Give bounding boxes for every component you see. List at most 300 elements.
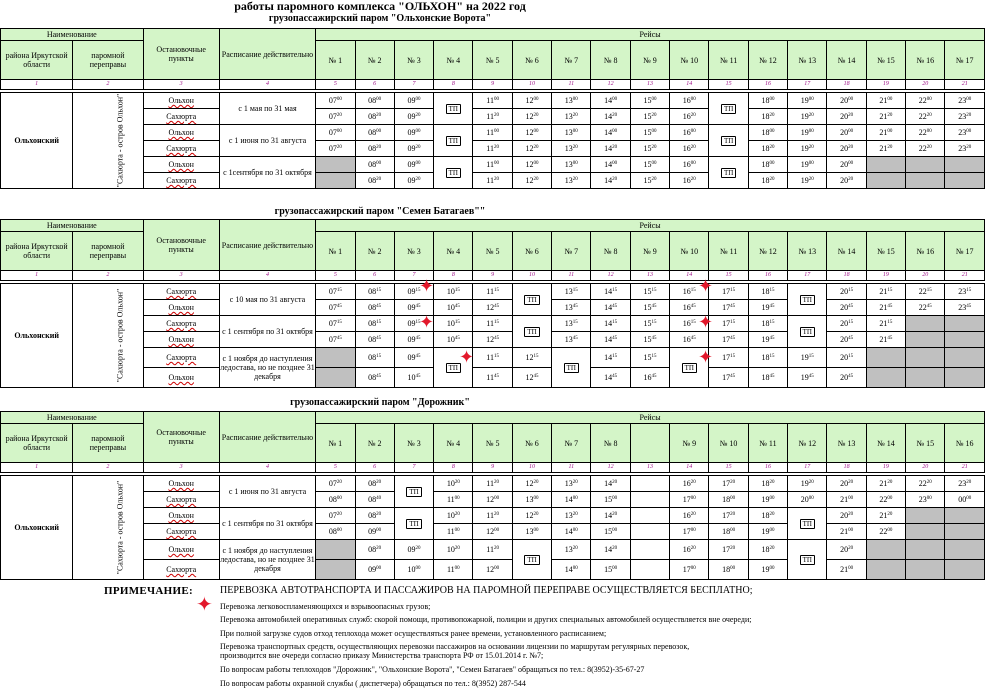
period-label: с 1 июня по 31 августа [219,125,315,157]
schedule-cell [591,141,630,157]
column-number: 9 [473,80,512,90]
schedule-cell [512,492,551,508]
schedule-cell [906,348,945,368]
schedule-cell [316,284,355,300]
departure-time: $08^{45}$ [368,303,382,312]
departure-time: $19^{20}$ [800,144,814,153]
schedule-cell [473,508,512,524]
schedule-cell [591,560,630,580]
note-line: производится вне очереди согласно приказу Министерства транспорта РФ от 15.01.2014 г. №7; [220,651,544,660]
departure-time: $14^{45}$ [604,303,618,312]
departure-time: $11^{15}$ [486,319,499,328]
trip-number: № 11 [709,41,748,80]
schedule-cell [394,332,433,348]
departure-time: $08^{00}$ [328,495,342,504]
column-number: 15 [709,80,748,90]
departure-time: $20^{45}$ [840,335,854,344]
schedule-cell [434,300,473,316]
departure-time: $07^{45}$ [328,335,342,344]
stop-label: Ольхон [168,303,194,312]
departure-time: $19^{00}$ [761,565,775,574]
schedule-cell [748,508,787,524]
schedule-cell [473,524,512,540]
trip-number: № 5 [473,232,512,271]
column-number: 3 [143,271,219,281]
schedule-cell [866,368,905,388]
schedule-cell [512,508,551,524]
schedule-cell [434,524,473,540]
schedule-cell [788,109,827,125]
schedule-cell [709,492,748,508]
schedule-cell [473,93,512,109]
schedule-cell [945,300,985,316]
column-number: 17 [788,271,827,281]
departure-time: $22^{00}$ [879,527,893,536]
stop-name [143,348,219,368]
departure-time: $16^{20}$ [682,479,696,488]
schedule-cell [394,368,433,388]
schedule-cell [591,348,630,368]
departure-time: $11^{20}$ [486,545,499,554]
schedule-cell [591,173,630,189]
departure-time: $07^{15}$ [328,287,342,296]
ferry-name: грузопассажирский паром "Семен Батагаев"" [274,206,486,217]
schedule-cell [906,141,945,157]
schedule-cell [945,508,985,524]
stop-name [143,368,219,388]
stop-name [143,524,219,540]
trip-number: № 10 [670,41,709,80]
departure-time: $21^{20}$ [879,511,893,520]
departure-time: $11^{20}$ [486,511,499,520]
schedule-cell [906,560,945,580]
stop-name [143,284,219,300]
trip-number: № 16 [945,424,985,463]
departure-time: $17^{15}$ [722,319,736,328]
stop-label: Сахюрта [166,319,197,328]
schedule-cell [473,141,512,157]
departure-time: $19^{00}$ [800,96,814,105]
column-number: 11 [552,463,591,473]
trip-number: № 13 [827,424,866,463]
schedule-cell [827,157,866,173]
schedule-cell [866,157,905,173]
schedule-cell [316,492,355,508]
departure-time: $11^{15}$ [486,353,499,362]
column-number: 18 [827,463,866,473]
departure-time: $11^{45}$ [486,373,499,382]
departure-time: $07^{20}$ [328,112,342,121]
schedule-cell [434,93,473,125]
departure-time: $18^{20}$ [761,511,775,520]
schedule-cell [591,540,630,560]
departure-time: $09^{20}$ [407,176,421,185]
schedule-cell [748,332,787,348]
departure-time: $23^{20}$ [958,112,972,121]
schedule-cell [630,348,669,368]
schedule-cell [394,109,433,125]
schedule-table [0,219,985,388]
schedule-cell [748,524,787,540]
departure-time: $08^{15}$ [368,319,382,328]
departure-time: $07^{00}$ [328,96,342,105]
departure-time: $13^{00}$ [564,128,578,137]
tp-label: ТП [721,104,736,114]
departure-time: $10^{45}$ [446,303,460,312]
schedule-cell [748,316,787,332]
schedule-cell [355,332,394,348]
trip-number: № 9 [630,41,669,80]
departure-time: $20^{45}$ [840,373,854,382]
departure-time: $21^{00}$ [879,128,893,137]
crossing-cell [73,93,143,189]
schedule-cell [827,476,866,492]
departure-time: $08^{20}$ [368,545,382,554]
header-region: района Иркутской области [1,232,73,271]
schedule-cell [316,508,355,524]
trip-number [630,424,669,463]
schedule-cell [552,93,591,109]
schedule-cell [355,93,394,109]
departure-time: $19^{45}$ [761,303,775,312]
departure-time: $09^{00}$ [407,128,421,137]
departure-time: $18^{00}$ [722,565,736,574]
schedule-cell [709,93,748,125]
schedule-cell [709,300,748,316]
schedule-cell [591,125,630,141]
tp-label: ТП [406,519,421,529]
departure-time: $21^{15}$ [879,287,893,296]
departure-time: $15^{15}$ [643,319,657,328]
departure-time: $08^{20}$ [368,144,382,153]
departure-time: $10^{20}$ [446,479,460,488]
trip-number: № 15 [866,232,905,271]
departure-time: $16^{15}$ [682,287,696,296]
column-number: 14 [670,271,709,281]
departure-time: $20^{20}$ [840,176,854,185]
departure-time: $16^{20}$ [682,112,696,121]
schedule-cell [748,476,787,492]
departure-time: $17^{45}$ [722,303,736,312]
tp-label: ТП [721,136,736,146]
departure-time: $16^{20}$ [682,144,696,153]
schedule-cell [552,141,591,157]
schedule-cell [709,125,748,157]
departure-time: $18^{15}$ [761,287,775,296]
trip-number: № 5 [473,424,512,463]
departure-time: $08^{00}$ [368,96,382,105]
trip-number: № 16 [906,41,945,80]
column-number: 2 [73,271,143,281]
trip-number: № 7 [552,41,591,80]
departure-time: $20^{15}$ [840,319,854,328]
column-number: 2 [73,80,143,90]
schedule-cell [473,560,512,580]
schedule-cell [316,368,355,388]
departure-time: $14^{00}$ [564,495,578,504]
departure-time: $23^{00}$ [918,495,932,504]
departure-time: $08^{20}$ [368,176,382,185]
trip-number: № 14 [866,424,905,463]
column-number: 4 [219,463,315,473]
schedule-cell [945,173,985,189]
stop-name [143,157,219,173]
schedule-cell [709,508,748,524]
departure-time: $10^{45}$ [446,335,460,344]
departure-time: $14^{00}$ [564,527,578,536]
departure-time: $12^{00}$ [525,96,539,105]
schedule-cell [316,93,355,109]
departure-time: $08^{15}$ [368,287,382,296]
stop-name [143,93,219,109]
schedule-cell [630,492,669,508]
column-number: 9 [473,271,512,281]
schedule-cell [473,540,512,560]
schedule-cell [630,524,669,540]
stop-name [143,141,219,157]
schedule-cell [788,316,827,348]
column-number: 1 [1,271,73,281]
departure-time: $15^{00}$ [604,527,618,536]
schedule-cell [906,492,945,508]
schedule-cell [591,284,630,300]
schedule-cell [355,508,394,524]
departure-time: $20^{20}$ [840,479,854,488]
column-number: 20 [906,80,945,90]
crossing-cell [73,284,143,388]
schedule-cell [906,173,945,189]
departure-time: $21^{20}$ [879,112,893,121]
star-icon: ✦ [698,276,714,296]
departure-time: $16^{20}$ [682,176,696,185]
departure-time: $15^{00}$ [604,565,618,574]
schedule-cell [945,476,985,492]
departure-time: $12^{00}$ [525,160,539,169]
trip-number: № 10 [670,232,709,271]
trip-number: № 6 [512,232,551,271]
note-line: По вопросам работы охранной службы ( диспетчера) обращаться по тел.: 8(3952) 287-544 [220,679,526,688]
schedule-cell [473,300,512,316]
departure-time: $18^{00}$ [761,128,775,137]
schedule-cell [591,492,630,508]
schedule-cell [552,332,591,348]
schedule-cell [748,157,787,173]
region-cell: Ольхонский [1,284,73,388]
schedule-cell [866,125,905,141]
schedule-cell [355,540,394,560]
departure-time: $21^{00}$ [879,96,893,105]
schedule-cell [473,157,512,173]
schedule-table [0,411,985,580]
departure-time: $13^{15}$ [564,319,578,328]
schedule-cell [316,141,355,157]
schedule-cell [473,332,512,348]
departure-time: $22^{15}$ [918,287,932,296]
column-number: 5 [316,271,355,281]
departure-time: $14^{20}$ [604,112,618,121]
star-icon: ✦ [698,312,714,332]
schedule-cell [355,141,394,157]
departure-time: $19^{45}$ [800,373,814,382]
trip-number: № 6 [512,424,551,463]
schedule-cell [552,157,591,173]
departure-time: $17^{20}$ [722,545,736,554]
schedule-cell [866,300,905,316]
schedule-cell [788,173,827,189]
departure-time: $08^{00}$ [368,128,382,137]
departure-time: $13^{00}$ [525,495,539,504]
schedule-cell [630,540,669,560]
departure-time: $07^{45}$ [328,303,342,312]
departure-time: $12^{20}$ [525,112,539,121]
stop-label: Ольхон [168,545,194,554]
schedule-cell [394,141,433,157]
departure-time: $23^{00}$ [958,128,972,137]
schedule-cell [473,284,512,300]
column-number: 16 [748,80,787,90]
departure-time: $11^{00}$ [486,128,499,137]
trip-number: № 11 [748,424,787,463]
schedule-cell [788,476,827,492]
schedule-cell [827,492,866,508]
tp-label: ТП [800,295,815,305]
stop-name [143,560,219,580]
trip-number: № 4 [434,41,473,80]
schedule-cell [394,476,433,508]
column-number: 12 [591,271,630,281]
schedule-cell [630,284,669,300]
header-naimenovanie: Наименование [1,220,144,232]
trip-number: № 12 [748,232,787,271]
schedule-cell [316,476,355,492]
schedule-cell [709,284,748,300]
departure-time: $12^{00}$ [486,495,500,504]
page-title: работы паромного комплекса "ОЛЬХОН" на 2022 год [234,0,526,13]
schedule-cell [591,508,630,524]
schedule-cell [748,300,787,316]
departure-time: $11^{15}$ [486,287,499,296]
departure-time: $14^{00}$ [564,565,578,574]
stop-label: Сахюрта [166,287,197,296]
schedule-cell [316,540,355,560]
schedule-cell [906,157,945,173]
stop-label: Ольхон [168,128,194,137]
schedule-cell [512,476,551,492]
departure-time: $12^{45}$ [525,373,539,382]
trip-number: № 12 [748,41,787,80]
departure-time: $09^{20}$ [407,545,421,554]
departure-time: $08^{15}$ [368,353,382,362]
departure-time: $14^{00}$ [604,96,618,105]
departure-time: $13^{20}$ [564,112,578,121]
trip-number: № 13 [788,232,827,271]
stop-name [143,508,219,524]
header-crossing: паромной переправы [73,424,143,463]
departure-time: $09^{00}$ [407,160,421,169]
departure-time: $21^{00}$ [840,565,854,574]
tp-label: ТП [446,104,461,114]
schedule-cell [906,300,945,316]
column-number: 1 [1,463,73,473]
schedule-cell [552,560,591,580]
note-line: Перевозка автомобилей оперативных служб: скорой помощи, противопожарной, полиции и других специальных автомобилей осуществляется вне очереди; [220,615,752,624]
tp-label: ТП [800,327,815,337]
departure-time: $17^{15}$ [722,287,736,296]
departure-time: $21^{20}$ [879,144,893,153]
departure-time: $08^{20}$ [368,479,382,488]
departure-time: $13^{45}$ [564,303,578,312]
schedule-cell [827,368,866,388]
departure-time: $15^{20}$ [643,112,657,121]
column-number: 5 [316,463,355,473]
tp-label: ТП [800,519,815,529]
stop-name [143,300,219,316]
schedule-cell [473,316,512,332]
stop-name [143,492,219,508]
departure-time: $12^{00}$ [486,565,500,574]
departure-time: $11^{00}$ [446,495,460,504]
schedule-cell [355,492,394,508]
schedule-cell [316,173,355,189]
schedule-cell [827,540,866,560]
schedule-cell [552,316,591,332]
note-line: Перевозка легковоспламеняющихся и взрывоопасных грузов; [220,602,431,611]
departure-time: $14^{45}$ [604,335,618,344]
departure-time: $09^{20}$ [407,144,421,153]
schedule-cell [945,348,985,368]
schedule-cell [591,157,630,173]
schedule-cell [552,348,591,388]
departure-time: $19^{20}$ [800,112,814,121]
departure-time: $13^{20}$ [564,176,578,185]
trip-number: № 7 [552,424,591,463]
column-number: 3 [143,463,219,473]
schedule-cell [394,348,433,368]
schedule-cell [355,173,394,189]
schedule-cell [670,173,709,189]
trip-number: № 14 [827,41,866,80]
schedule-cell [748,125,787,141]
period-label: с 1 июня по 31 августа [219,476,315,508]
schedule-cell [945,524,985,540]
stop-name [143,476,219,492]
schedule-cell [316,332,355,348]
departure-time: $12^{15}$ [525,353,539,362]
departure-time: $21^{15}$ [879,319,893,328]
header-region: района Иркутской области [1,424,73,463]
schedule-cell [945,332,985,348]
column-number: 10 [512,80,551,90]
schedule-cell [866,560,905,580]
departure-time: $20^{00}$ [840,160,854,169]
departure-time: $07^{15}$ [328,319,342,328]
departure-time: $18^{45}$ [761,373,775,382]
stop-name [143,109,219,125]
column-number: 19 [866,80,905,90]
departure-time: $09^{00}$ [368,527,382,536]
schedule-cell [630,125,669,141]
schedule-cell [670,492,709,508]
departure-time: $09^{15}$ [407,287,421,296]
departure-time: $21^{00}$ [840,495,854,504]
schedule-cell [591,368,630,388]
schedule-cell [434,284,473,300]
stop-label: Ольхон [168,335,194,344]
schedule-cell [512,524,551,540]
column-number: 20 [906,271,945,281]
column-number: 5 [316,80,355,90]
departure-time: $22^{00}$ [918,128,932,137]
